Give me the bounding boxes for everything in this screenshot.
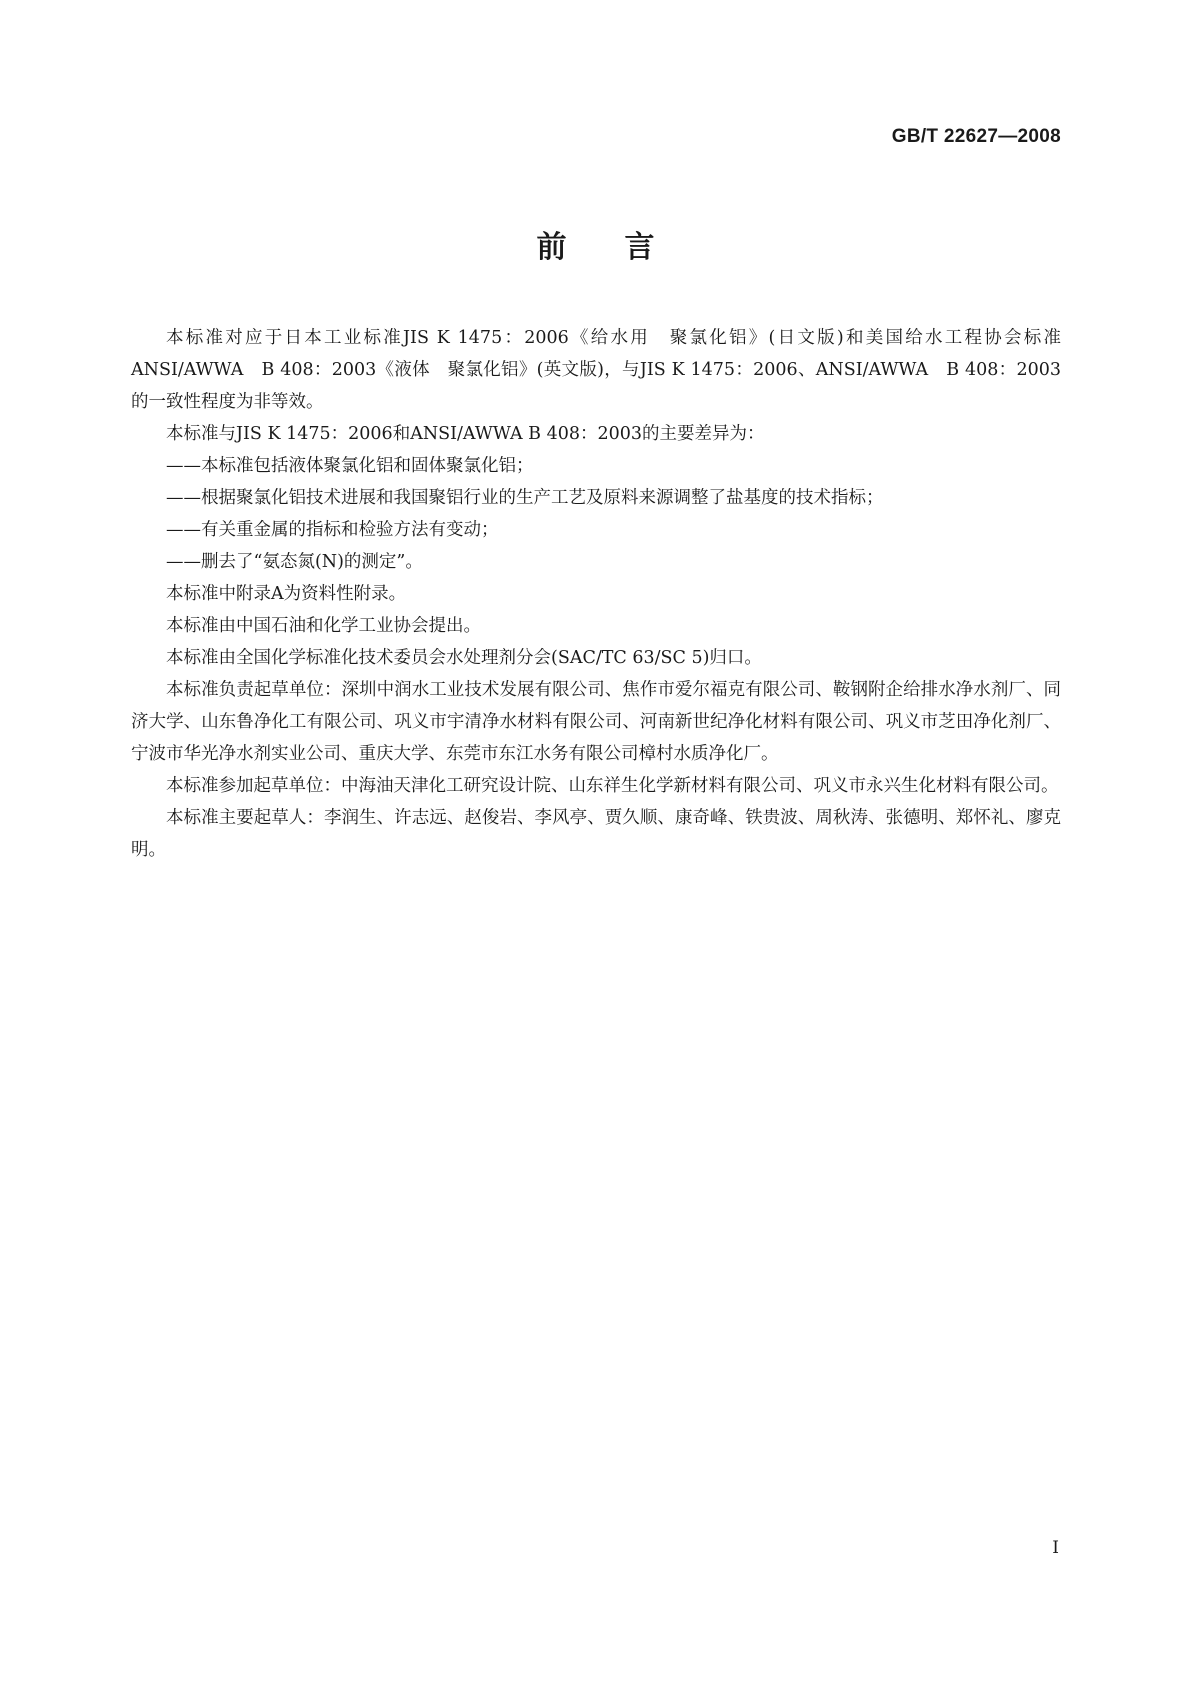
paragraph-committee: 本标准由全国化学标准化技术委员会水处理剂分会(SAC/TC 63/SC 5)归口。 <box>166 648 762 668</box>
page-title: 前言 <box>536 230 713 265</box>
paragraph-drafters: 本标准主要起草人：李润生、许志远、赵俊岩、李风亭、贾久顺、康奇峰、铁贵波、周秋涛、张德明、郑怀礼、廖克明。 <box>131 808 1061 860</box>
foreword-body <box>131 322 1061 866</box>
difference-item-4: ——删去了“氨态氮(N)的测定”。 <box>166 552 423 572</box>
difference-item-1: ——本标准包括液体聚氯化铝和固体聚氯化铝； <box>166 456 534 476</box>
paragraph-drafting-units: 本标准负责起草单位：深圳中润水工业技术发展有限公司、焦作市爱尔福克有限公司、鞍钢附企给排水净水剂厂、同济大学、山东鲁净化工有限公司、巩义市宇清净水材料有限公司、河南新世纪净化材料有限公司、巩义市芝田净化剂厂、宁波市华光净水剂实业公司、重庆大学、东莞市东江水务有限公司樟村水质净化厂。 <box>131 680 1061 764</box>
standard-code: GB/T 22627—2008 <box>891 126 1061 147</box>
paragraph-correspondence: 本标准对应于日本工业标准JIS K 1475：2006《给水用 聚氯化铝》(日文版)和美国给水工程协会标准ANSI/AWWA B 408：2003《液体 聚氯化铝》(英文版)，与JIS K 1475：2006、ANSI/AWWA B 408：2003的一致性程度为非等效。 <box>131 328 1061 412</box>
page-number: I <box>1052 1538 1059 1558</box>
paragraph-proposer: 本标准由中国石油和化学工业协会提出。 <box>166 616 481 636</box>
paragraph-differences-intro: 本标准与JIS K 1475：2006和ANSI/AWWA B 408：2003的主要差异为： <box>166 424 765 444</box>
difference-item-2: ——根据聚氯化铝技术进展和我国聚铝行业的生产工艺及原料来源调整了盐基度的技术指标； <box>166 488 884 508</box>
paragraph-annex: 本标准中附录A为资料性附录。 <box>166 584 407 604</box>
paragraph-participating-units: 本标准参加起草单位：中海油天津化工研究设计院、山东祥生化学新材料有限公司、巩义市永兴生化材料有限公司。 <box>166 776 1059 796</box>
difference-item-3: ——有关重金属的指标和检验方法有变动； <box>166 520 499 540</box>
